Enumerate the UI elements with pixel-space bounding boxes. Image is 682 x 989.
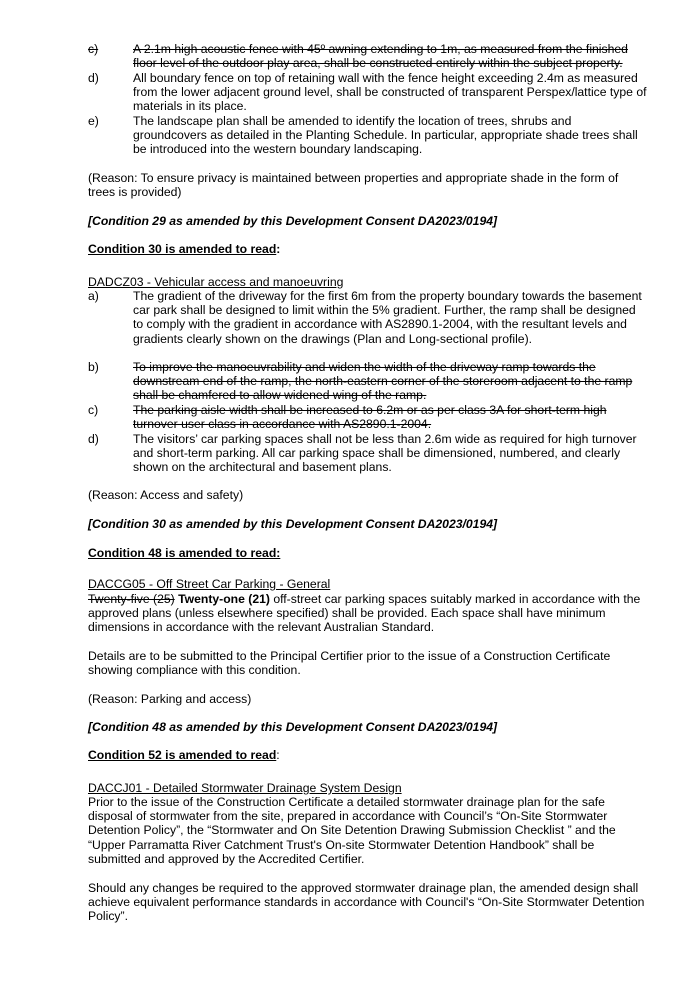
condition-title: DACCG05 - Off Street Car Parking - General: [88, 577, 331, 591]
amended-note: [Condition 30 as amended by this Development Consent DA2023/0194]: [88, 517, 498, 531]
condition-heading: [88, 748, 648, 762]
item-label: e): [88, 114, 99, 128]
condition-body: Prior to the issue of the Construction Certificate a detailed stormwater drainage plan for the safe disposal of stormwater from the site, prepared in accordance with Council’s “On-Site Stormwater Detention Policy”, the “Stormwater and On Site Detention Drawing Submission Checklist ” and the “Upper Parramatta River Catchment Trust's On-site Stormwater Detention Handbook” shall be submitted and approved by the Accredited Certifier.: [88, 795, 616, 866]
heading-text: Condition 52 is amended to read: [88, 748, 277, 762]
amended-note: [Condition 48 as amended by this Development Consent DA2023/0194]: [88, 720, 498, 734]
amended-note: [Condition 29 as amended by this Development Consent DA2023/0194]: [88, 214, 498, 228]
condition-body: [88, 592, 648, 635]
reason-text: (Reason: Access and safety): [88, 488, 244, 502]
condition-heading: Condition 48 is amended to read:: [88, 546, 281, 560]
heading-colon: :: [276, 748, 280, 762]
heading-text: Condition 30 is amended to read: [88, 242, 277, 256]
condition-heading: [88, 242, 648, 256]
item-text: The landscape plan shall be amended to identify the location of trees, shrubs and groundcovers as detailed in the Planting Schedule. In particular, appropriate shade trees shall be introduced into the western boundary landscaping.: [133, 114, 638, 157]
item-label: d): [88, 432, 99, 446]
item-label: c): [88, 403, 99, 417]
item-label: c): [88, 42, 99, 56]
item-label: a): [88, 289, 99, 303]
item-text: To improve the manoeuvrability and widen the width of the driveway ramp towards the downstream end of the ramp, the north-eastern corner of the storeroom adjacent to the ramp shall be chamfered to allow widened wing of the ramp.: [133, 360, 633, 403]
condition-title: DACCJ01 - Detailed Stormwater Drainage System Design: [88, 781, 402, 795]
item-label: d): [88, 71, 99, 85]
item-text: The gradient of the driveway for the first 6m from the property boundary towards the basement car park shall be designed to limit within the 5% gradient. Further, the ramp shall be designed to comply with the gradient in accordance with AS2890.1-2004, with the resultant levels and gradients clearly shown on the drawings (Plan and Long-sectional profile).: [133, 289, 642, 346]
condition-title: DADCZ03 - Vehicular access and manoeuvring: [88, 275, 344, 289]
heading-colon: :: [276, 242, 281, 256]
item-text: The visitors’ car parking spaces shall not be less than 2.6m wide as required for high turnover and short-term parking. All car parking space shall be dimensioned, numbered, and clearly shown on the architectural and basement plans.: [133, 432, 637, 475]
item-text: A 2.1m high acoustic fence with 45º awning extending to 1m, as measured from the finished floor level of the outdoor play area, shall be constructed entirely within the subject property.: [133, 42, 628, 71]
body-rest: off-street car parking spaces suitably marked in accordance with the approved plans (unless elsewhere specified) shall be provided. Each space shall have minimum dimensions in accordance with the relevant Australian Standard.: [88, 592, 641, 635]
condition-body: Should any changes be required to the approved stormwater drainage plan, the amended design shall achieve equivalent performance standards in accordance with Council's “On-Site Stormwater Detention Policy”.: [88, 881, 645, 924]
deleted-count: Twenty-five (25): [88, 592, 175, 606]
details-text: Details are to be submitted to the Principal Certifier prior to the issue of a Construction Certificate showing compliance with this condition.: [88, 649, 611, 678]
item-text: All boundary fence on top of retaining wall with the fence height exceeding 2.4m as measured from the lower adjacent ground level, shall be constructed of transparent Perspex/lattice type of materials in its place.: [133, 71, 647, 114]
item-text: The parking aisle width shall be increased to 6.2m or as per class 3A for short-term high turnover user class in accordance with AS2890.1-2004.: [133, 403, 607, 432]
reason-text: (Reason: To ensure privacy is maintained between properties and appropriate shade in the form of trees is provided): [88, 171, 619, 200]
reason-text: (Reason: Parking and access): [88, 692, 252, 706]
new-count: Twenty-one (21): [178, 592, 270, 606]
item-label: b): [88, 360, 99, 374]
